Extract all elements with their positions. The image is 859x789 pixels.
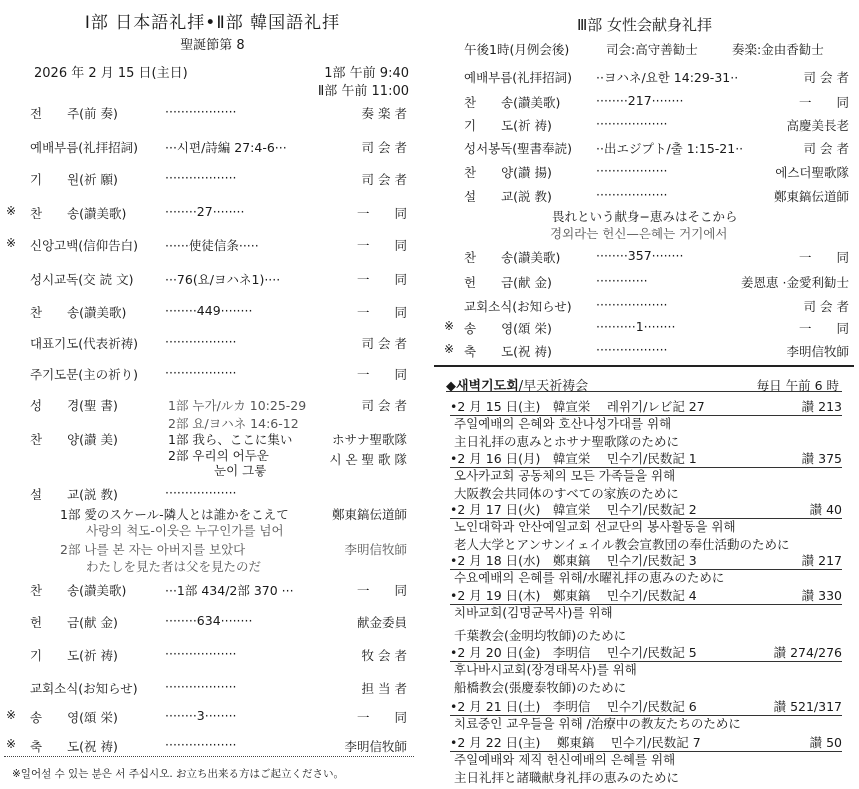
order-label: 찬 송(讃美歌) bbox=[30, 206, 127, 221]
order-detail: ·················· bbox=[165, 646, 237, 661]
order-detail: ···76(요/ヨハネ1)···· bbox=[165, 272, 281, 287]
prayer-topic-jp: 主日礼拝と諸職献身礼拝の恵みのために bbox=[454, 770, 680, 785]
sermon-row bbox=[0, 485, 425, 575]
order-row bbox=[0, 104, 425, 124]
stand-mark: ※ bbox=[444, 342, 455, 356]
order-row bbox=[0, 581, 425, 601]
order-detail: ········27········ bbox=[165, 204, 245, 219]
sermon-title-1-jp: 1部 愛のスケール-隣人とは誰かをこえて bbox=[60, 507, 289, 522]
order-person: 一 同 bbox=[798, 321, 849, 336]
order-person: 一 同 bbox=[798, 250, 849, 265]
order-row bbox=[430, 139, 859, 159]
order-person: 高慶美長老 bbox=[786, 118, 849, 133]
order-row bbox=[0, 679, 425, 699]
sermon-title-2-jp: わたしを見た者は父を見たのだ bbox=[86, 559, 262, 574]
dawn-prayer-date-leader-reading: •2 月 22 日(主) 鄭東鎬 민수기/民数記 7 bbox=[450, 735, 701, 750]
hymn-ref: 讃 274/276 bbox=[773, 645, 842, 660]
order-label: 예배부름(礼拝招詞) bbox=[464, 70, 573, 85]
anthem-choir2: 시 온 聖 歌 隊 bbox=[329, 452, 407, 467]
order-label: 성서봉독(聖書奉読) bbox=[464, 141, 573, 156]
order-person: 司 会 者 bbox=[803, 141, 849, 156]
order-label: 주기도문(主の祈り) bbox=[30, 367, 139, 382]
hymn-ref: 讃 521/317 bbox=[773, 699, 842, 714]
order-person: 一 同 bbox=[356, 305, 407, 320]
service-time-part1: 1部 午前 9:40 bbox=[324, 66, 409, 81]
service-mc: 司会:高守善勧士 bbox=[606, 42, 698, 57]
order-label: 찬 송(讃美歌) bbox=[30, 583, 127, 598]
scripture-label: 성 경(聖 書) bbox=[30, 398, 118, 413]
hymn-ref: 讃 217 bbox=[801, 553, 842, 568]
anthem-label: 찬 양(讃 美) bbox=[30, 432, 118, 447]
order-detail: ··········1········ bbox=[596, 319, 676, 334]
prayer-topic-jp: 船橋教会(張慶泰牧師)のために bbox=[454, 680, 627, 695]
order-person: 一 同 bbox=[356, 272, 407, 287]
order-label: 찬 송(讃美歌) bbox=[464, 95, 561, 110]
order-detail: ········357········ bbox=[596, 248, 684, 263]
order-person: 司 会 者 bbox=[803, 299, 849, 314]
order-detail: ········3········ bbox=[165, 708, 237, 723]
sermon-preacher-1: 鄭東鎬伝道師 bbox=[331, 507, 407, 522]
prayer-topic-jp: 大阪教会共同体のすべての家族のために bbox=[454, 486, 679, 501]
sermon-title-kr: 경외라는 헌신—은혜는 거기에서 bbox=[550, 226, 728, 241]
order-row bbox=[0, 303, 425, 323]
hymn-ref: 讃 330 bbox=[801, 588, 842, 603]
stand-mark: ※ bbox=[6, 708, 17, 722]
sermon-dots: ·················· bbox=[165, 485, 237, 500]
hymn-ref: 讃 40 bbox=[809, 502, 842, 517]
order-row bbox=[0, 270, 425, 290]
order-row bbox=[0, 204, 425, 224]
stand-mark: ※ bbox=[6, 236, 17, 250]
order-detail: ········217········ bbox=[596, 93, 684, 108]
order-detail: ·················· bbox=[596, 297, 668, 312]
order-person: 一 同 bbox=[356, 238, 407, 253]
sermon-preacher-2: 李明信牧師 bbox=[344, 542, 407, 557]
standing-note: ※일어설 수 있는 분은 서 주십시오. お立ち出来る方はご起立ください。 bbox=[12, 768, 345, 780]
order-label: 신앙고백(信仰告白) bbox=[30, 238, 139, 253]
prayer-topic: 수요예배의 은혜를 위해/水曜礼拝の恵みのために bbox=[454, 570, 725, 585]
order-person: 牧 会 者 bbox=[361, 648, 407, 663]
order-label: 헌 금(献 金) bbox=[464, 275, 552, 290]
order-row bbox=[0, 613, 425, 633]
dawn-prayer-date-leader-reading: •2 月 20 日(金) 李明信 민수기/民数記 5 bbox=[450, 645, 697, 660]
order-detail: ·················· bbox=[165, 104, 237, 119]
order-label: 축 도(祝 祷) bbox=[464, 344, 552, 359]
order-row bbox=[430, 319, 859, 339]
right-column-womens-service bbox=[430, 0, 859, 789]
prayer-topic-kr: 오사카교회 공동체의 모든 가족들을 위해 bbox=[454, 468, 676, 483]
order-person: 一 同 bbox=[356, 710, 407, 725]
order-label: 예배부름(礼拝招詞) bbox=[30, 140, 139, 155]
sermon-title-jp: 畏れという献身−恵みはそこから bbox=[552, 209, 738, 224]
dawn-prayer-date-leader-reading: •2 月 15 日(主) 韓宣栄 레위기/レビ記 27 bbox=[450, 399, 705, 414]
service-time-part2: Ⅱ部 午前 11:00 bbox=[317, 84, 409, 99]
order-row bbox=[430, 342, 859, 362]
dawn-prayer-date-leader-reading: •2 月 18 日(水) 鄭東鎬 민수기/民数記 3 bbox=[450, 553, 697, 568]
order-row bbox=[0, 646, 425, 666]
prayer-topic-jp: 老人大学とアンサンイェイル教会宣教団の奉仕活動のために bbox=[454, 537, 790, 552]
stand-mark: ※ bbox=[444, 319, 455, 333]
sermon-title-1-kr: 사랑의 척도-이웃은 누구인가를 넘어 bbox=[86, 523, 284, 538]
order-label: 축 도(祝 祷) bbox=[30, 739, 118, 754]
order-detail: ·················· bbox=[596, 116, 668, 131]
order-detail: ·················· bbox=[165, 365, 237, 380]
order-person: 司 会 者 bbox=[803, 70, 849, 85]
order-label: 기 도(祈 祷) bbox=[30, 648, 118, 663]
dawn-prayer-title-kr: ◆새벽기도회 bbox=[446, 379, 519, 394]
order-person: 一 同 bbox=[356, 367, 407, 382]
prayer-topic-kr: 노인대학과 안산예일교회 선교단의 봉사활동을 위해 bbox=[454, 519, 736, 534]
service-organist: 奏楽:金由香勧士 bbox=[732, 42, 824, 57]
order-row bbox=[430, 163, 859, 183]
order-detail: ············· bbox=[596, 273, 648, 288]
order-label: 교회소식(お知らせ) bbox=[464, 299, 572, 314]
order-label: 기 원(祈 願) bbox=[30, 172, 118, 187]
sermon-label: 설 교(説 教) bbox=[30, 487, 118, 502]
order-person: 李明信牧師 bbox=[344, 739, 407, 754]
order-label: 전 주(前 奏) bbox=[30, 106, 118, 121]
order-person: 担 当 者 bbox=[361, 681, 407, 696]
service-time: 午後1時(月例会後) bbox=[464, 42, 570, 57]
dawn-prayer-title-jp: /早天祈祷会 bbox=[518, 379, 589, 394]
order-row bbox=[430, 297, 859, 317]
hymn-ref: 讃 375 bbox=[801, 451, 842, 466]
order-label: 대표기도(代表祈祷) bbox=[30, 336, 139, 351]
order-row bbox=[0, 737, 425, 757]
order-row bbox=[0, 170, 425, 190]
anthem-part2: 2部 우리의 어두운 bbox=[168, 448, 269, 463]
order-row bbox=[0, 138, 425, 158]
order-label: 송 영(頌 栄) bbox=[30, 710, 118, 725]
stand-mark: ※ bbox=[6, 737, 17, 751]
prayer-topic-kr: 주일예배의 은혜와 호산나성가대를 위해 bbox=[454, 416, 672, 431]
order-row bbox=[430, 116, 859, 136]
order-label: 교회소식(お知らせ) bbox=[30, 681, 138, 696]
stand-mark: ※ bbox=[6, 204, 17, 218]
order-label: 기 도(祈 祷) bbox=[464, 118, 552, 133]
prayer-topic-kr: 후나바시교회(장경태목사)를 위해 bbox=[454, 662, 637, 677]
anthem-row bbox=[0, 430, 425, 484]
order-detail: ···시편/詩編 27:4-6··· bbox=[165, 140, 287, 155]
order-row bbox=[430, 248, 859, 268]
order-person: 一 同 bbox=[356, 583, 407, 598]
hymn-ref: 讃 213 bbox=[801, 399, 842, 414]
order-label: 찬 양(讃 揚) bbox=[464, 165, 552, 180]
order-row bbox=[430, 93, 859, 113]
section-divider bbox=[434, 365, 854, 367]
order-person: 司 会 者 bbox=[361, 336, 407, 351]
prayer-topic-jp: 主日礼拝の恵みとホサナ聖歌隊のために bbox=[454, 434, 680, 449]
dawn-prayer-date-leader-reading: •2 月 21 日(土) 李明信 민수기/民数記 6 bbox=[450, 699, 697, 714]
order-row bbox=[0, 365, 425, 385]
hymn-ref: 讃 50 bbox=[809, 735, 842, 750]
order-detail: ··ヨハネ/요한 14:29-31·· bbox=[596, 70, 739, 85]
order-detail: ·················· bbox=[596, 163, 668, 178]
scripture-part2: 2部 요/ヨハネ 14:6-12 bbox=[168, 416, 299, 431]
dawn-prayer-schedule: 毎日 午前 6 時 bbox=[756, 378, 839, 393]
order-person: 司 会 者 bbox=[361, 172, 407, 187]
order-row bbox=[430, 68, 859, 88]
order-person: 一 同 bbox=[798, 95, 849, 110]
service-date: 2026 年 2 月 15 日(主日) bbox=[34, 66, 188, 81]
order-person: 鄭東鎬伝道師 bbox=[773, 189, 849, 204]
order-detail: ·················· bbox=[596, 342, 668, 357]
anthem-part2-cont: 눈이 그릏 bbox=[214, 463, 267, 478]
order-person: 李明信牧師 bbox=[786, 344, 849, 359]
order-label: 송 영(頌 栄) bbox=[464, 321, 552, 336]
service-subtitle: 聖誕節第 8 bbox=[180, 38, 245, 53]
order-detail: ···1部 434/2部 370 ··· bbox=[165, 583, 294, 598]
order-detail: ·················· bbox=[596, 187, 668, 202]
order-person: 奏 楽 者 bbox=[361, 106, 407, 121]
order-person: 姜恩恵 ·金愛利勧士 bbox=[741, 275, 849, 290]
order-row bbox=[0, 236, 425, 256]
order-detail: ·················· bbox=[165, 737, 237, 752]
dawn-prayer-date-leader-reading: •2 月 16 日(月) 韓宣栄 민수기/民数記 1 bbox=[450, 451, 697, 466]
order-label: 설 교(説 教) bbox=[464, 189, 552, 204]
order-label: 성시교독(交 読 文) bbox=[30, 272, 134, 287]
order-row bbox=[0, 334, 425, 354]
order-detail: ········634········ bbox=[165, 613, 253, 628]
left-column-japanese-korean-service bbox=[0, 0, 425, 789]
prayer-topic-kr: 주일예배와 제직 헌신예배의 은혜를 위해 bbox=[454, 752, 676, 767]
scripture-person: 司 会 者 bbox=[361, 398, 407, 413]
prayer-topic-jp: 千葉教会(金明均牧師)のために bbox=[454, 628, 627, 643]
dawn-prayer-date-leader-reading: •2 月 19 日(木) 鄭東鎬 민수기/民数記 4 bbox=[450, 588, 697, 603]
order-person: 에스더聖歌隊 bbox=[775, 165, 849, 180]
order-detail: ·················· bbox=[165, 334, 237, 349]
order-detail: ·················· bbox=[165, 170, 237, 185]
prayer-topic: 치료중인 교우들을 위해 /治療中の教友たちのために bbox=[454, 716, 741, 731]
order-row bbox=[430, 187, 859, 207]
dawn-prayer-date-leader-reading: •2 月 17 日(火) 韓宣栄 민수기/民数記 2 bbox=[450, 502, 697, 517]
anthem-part1: 1部 我ら、ここに集い bbox=[168, 432, 293, 447]
order-row bbox=[0, 708, 425, 728]
order-label: 헌 금(献 金) bbox=[30, 615, 118, 630]
order-person: 一 同 bbox=[356, 206, 407, 221]
order-label: 찬 송(讃美歌) bbox=[464, 250, 561, 265]
order-person: 献金委員 bbox=[356, 615, 407, 630]
sermon-title-2-kr: 2部 나를 본 자는 아버지를 보았다 bbox=[60, 542, 246, 557]
order-detail: ······使徒信条····· bbox=[165, 238, 259, 253]
order-row bbox=[430, 273, 859, 293]
service-title: Ⅰ部 日本語礼拝•Ⅱ部 韓国語礼拝 bbox=[84, 13, 341, 33]
prayer-topic-kr: 치바교회(김명균목사)를 위해 bbox=[454, 605, 613, 620]
scripture-part1: 1部 누가/ルカ 10:25-29 bbox=[168, 398, 307, 413]
anthem-choir1: ホサナ聖歌隊 bbox=[331, 432, 407, 447]
order-detail: ········449········ bbox=[165, 303, 253, 318]
dawn-title-underline bbox=[446, 391, 842, 392]
order-person: 司 会 者 bbox=[361, 140, 407, 155]
scripture-row bbox=[0, 396, 425, 432]
footer-divider bbox=[4, 756, 414, 757]
order-label: 찬 송(讃美歌) bbox=[30, 305, 127, 320]
order-detail: ·················· bbox=[165, 679, 237, 694]
service-title: Ⅲ部 女性会献身礼拝 bbox=[576, 16, 713, 34]
order-detail: ··出エジプト/출 1:15-21·· bbox=[596, 141, 744, 156]
